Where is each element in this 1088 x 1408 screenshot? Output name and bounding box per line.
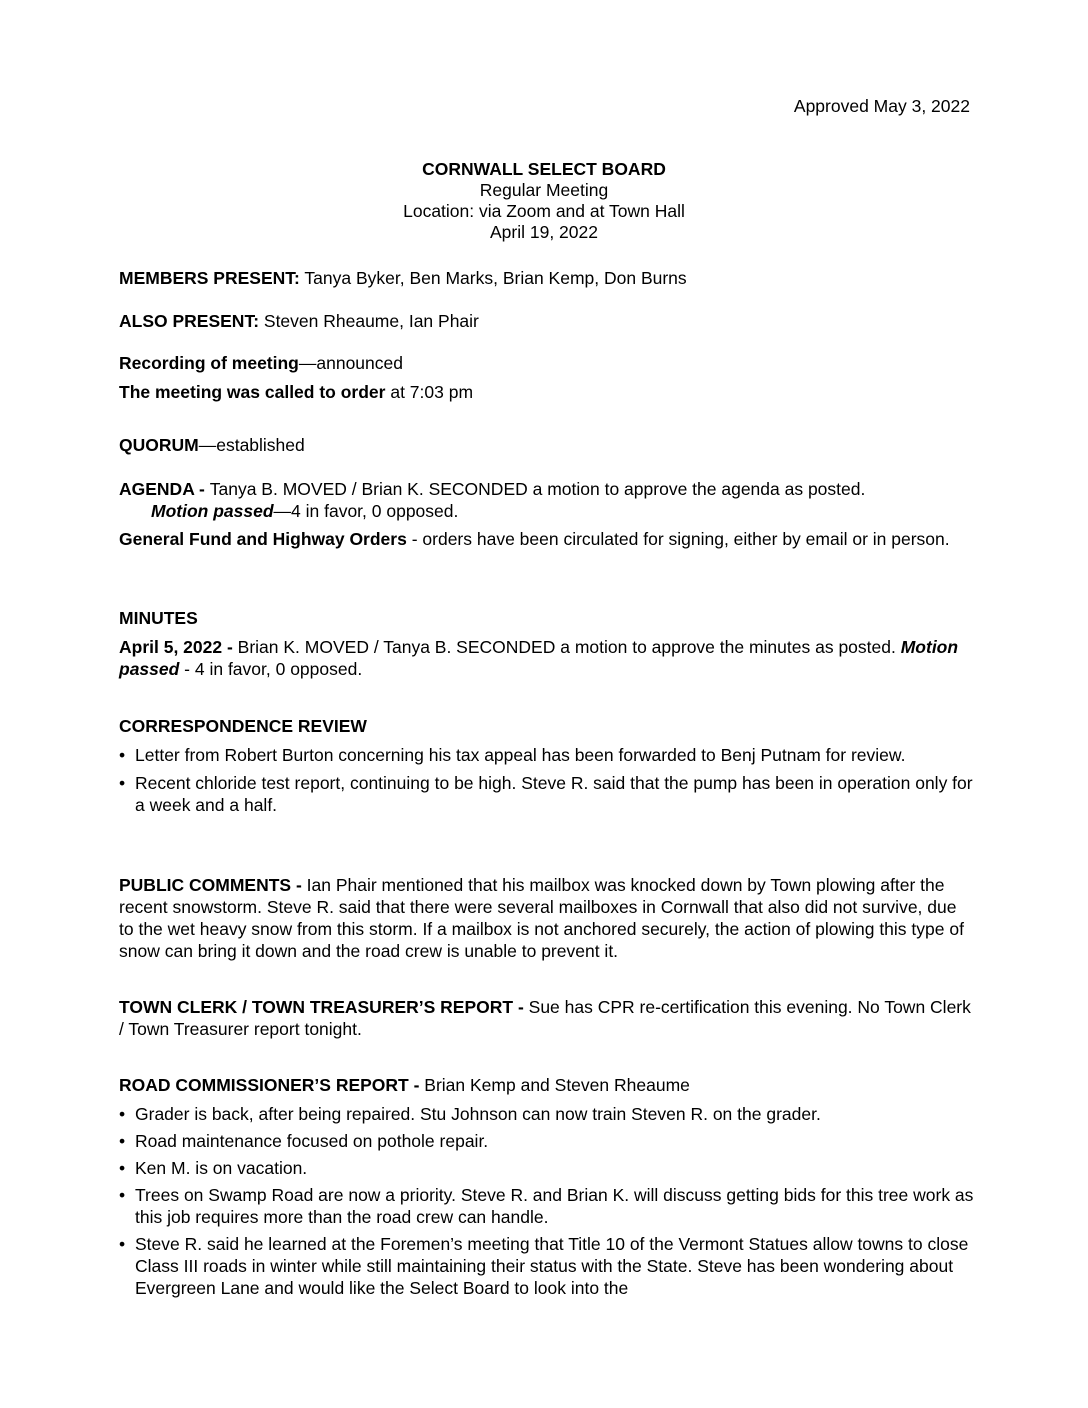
general-fund-label: General Fund and Highway Orders	[119, 529, 407, 549]
list-item: • Ken M. is on vacation.	[119, 1157, 974, 1179]
list-item: • Road maintenance focused on pothole repair.	[119, 1130, 974, 1152]
road-commissioner-list	[119, 1103, 974, 1299]
members-present	[119, 267, 974, 289]
general-fund-section	[119, 528, 974, 550]
call-to-order-label: The meeting was called to order	[119, 382, 386, 402]
meeting-location: Location: via Zoom and at Town Hall	[403, 201, 685, 221]
correspondence-list	[119, 744, 974, 816]
recording-label: Recording of meeting	[119, 353, 299, 373]
general-fund-text: - orders have been circulated for signing, either by email or in person.	[406, 529, 950, 549]
meeting-date: April 19, 2022	[490, 222, 598, 242]
minutes-approval	[119, 636, 974, 680]
recording-note	[119, 352, 974, 374]
minutes-date-label: April 5, 2022 -	[119, 637, 238, 657]
public-comments-section	[119, 874, 974, 962]
meeting-type: Regular Meeting	[479, 180, 609, 200]
quorum-text: —established	[198, 435, 305, 455]
document-header	[0, 159, 1088, 243]
quorum-label: QUORUM	[119, 435, 199, 455]
also-present	[119, 310, 974, 332]
approval-note: Approved May 3, 2022	[793, 96, 970, 116]
agenda-label: AGENDA -	[119, 479, 210, 499]
list-item: • Steve R. said he learned at the Foremen’s meeting that Title 10 of the Vermont Statues allow towns to close Class III roads in winter while still maintaining their status with the State. Steve has been wondering about Evergreen Lane and would like the Select Board to look into the	[119, 1233, 974, 1299]
recording-text: —announced	[298, 353, 403, 373]
org-title: CORNWALL SELECT BOARD	[422, 159, 666, 179]
call-to-order	[119, 381, 974, 403]
agenda-section	[119, 478, 974, 522]
public-comments-text: Ian Phair mentioned that his mailbox was knocked down by Town plowing after the recent snowstorm. Steve R. said that there were several mailboxes in Cornwall that also did not survive, due to the wet heavy snow from this storm. If a mailbox is not anchored securely, the action of plowing this type of snow can bring it down and the road crew is unable to prevent it.	[119, 875, 964, 961]
agenda-motion-text: —4 in favor, 0 opposed.	[273, 501, 459, 521]
list-item: • Letter from Robert Burton concerning his tax appeal has been forwarded to Benj Putnam for review.	[119, 744, 974, 766]
town-clerk-text: Sue has CPR re-certification this evening. No Town Clerk / Town Treasurer report tonight.	[119, 997, 971, 1039]
correspondence-list-wrap	[119, 744, 974, 822]
list-item: • Recent chloride test report, continuing to be high. Steve R. said that the pump has been in operation only for a week and a half.	[119, 772, 974, 816]
list-item: • Grader is back, after being repaired. Stu Johnson can now train Steven R. on the grader.	[119, 1103, 974, 1125]
also-present-label: ALSO PRESENT:	[119, 311, 260, 331]
members-present-label: MEMBERS PRESENT:	[119, 268, 300, 288]
agenda-motion-label: Motion passed	[151, 501, 274, 521]
minutes-heading: MINUTES	[119, 608, 198, 628]
minutes-motion-label: Motion passed	[119, 637, 959, 679]
road-commissioner-section	[119, 1074, 974, 1304]
correspondence-heading: CORRESPONDENCE REVIEW	[119, 716, 367, 736]
minutes-motion-text: Brian K. MOVED / Tanya B. SECONDED a motion to approve the minutes as posted.	[237, 637, 901, 657]
road-commissioner-text: Brian Kemp and Steven Rheaume	[424, 1075, 690, 1095]
public-comments-label: PUBLIC COMMENTS -	[119, 875, 307, 895]
list-item: • Trees on Swamp Road are now a priority. Steve R. and Brian K. will discuss getting bids for this tree work as this job requires more than the road crew can handle.	[119, 1184, 974, 1228]
road-commissioner-label: ROAD COMMISSIONER’S REPORT -	[119, 1075, 425, 1095]
members-present-text: Tanya Byker, Ben Marks, Brian Kemp, Don Burns	[299, 268, 687, 288]
quorum	[119, 434, 974, 456]
minutes-motion-result: - 4 in favor, 0 opposed.	[179, 659, 363, 679]
town-clerk-section	[119, 996, 974, 1040]
town-clerk-label: TOWN CLERK / TOWN TREASURER’S REPORT -	[119, 997, 529, 1017]
agenda-text: Tanya B. MOVED / Brian K. SECONDED a motion to approve the agenda as posted.	[209, 479, 866, 499]
call-to-order-text: at 7:03 pm	[385, 382, 474, 402]
also-present-text: Steven Rheaume, Ian Phair	[259, 311, 479, 331]
